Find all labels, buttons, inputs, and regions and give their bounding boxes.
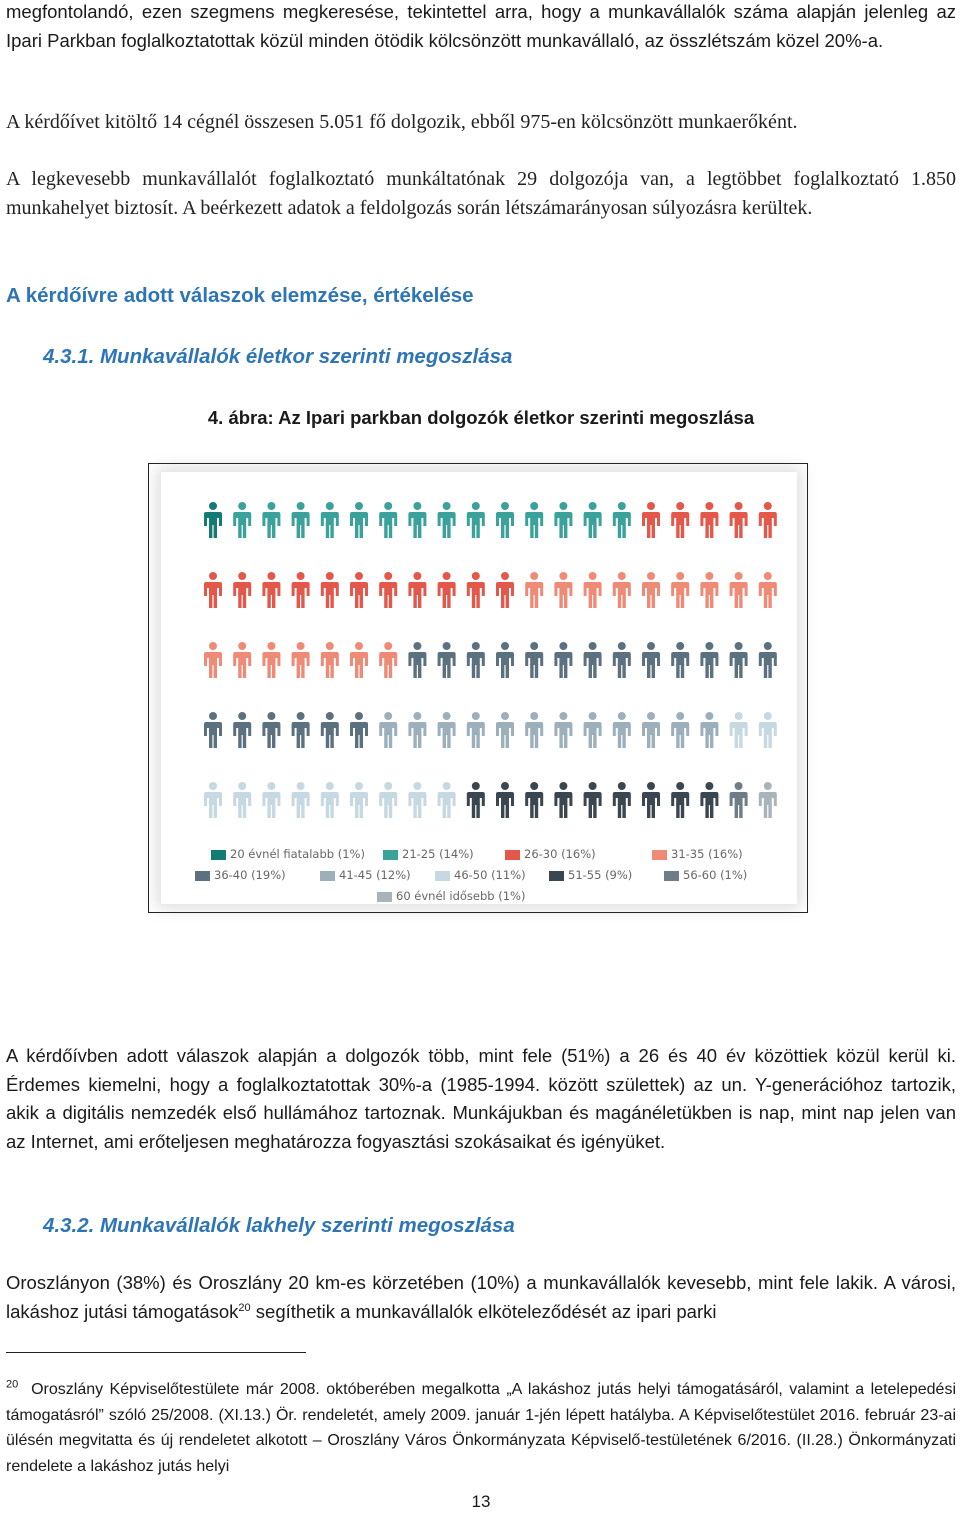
legend-item <box>377 882 525 911</box>
person-icon <box>204 712 222 748</box>
person-icon <box>642 572 660 608</box>
person-icon <box>262 572 280 608</box>
employer-text: A legkevesebb munkavállalót foglalkoztató munkáltatónak 29 dolgozója van, a legtöbbet foglalkoztató 1.850 munkahelyet biztosít. A beérkezett adatok a feldolgozás során létszámarányosan súlyozásra kerültek. <box>6 168 956 219</box>
person-icon <box>233 712 251 748</box>
person-icon <box>204 572 222 608</box>
footnote-number: 20 <box>6 1378 19 1391</box>
person-icon <box>671 572 689 608</box>
person-icon <box>700 572 718 608</box>
person-icon <box>642 712 660 748</box>
person-icon <box>467 642 485 678</box>
person-icon <box>671 712 689 748</box>
person-icon <box>467 712 485 748</box>
legend-label: 20 évnél fiatalabb (1%) <box>230 847 365 861</box>
legend-item <box>664 861 747 890</box>
legend-swatch <box>320 871 335 881</box>
person-icon <box>379 782 397 818</box>
person-icon <box>379 712 397 748</box>
person-icon <box>379 642 397 678</box>
person-icon <box>700 712 718 748</box>
person-icon <box>554 572 572 608</box>
person-icon <box>438 782 456 818</box>
legend-swatch <box>505 850 520 860</box>
analysis-paragraph: A kérdőívben adott válaszok alapján a dolgozók több, mint fele (51%) a 26 és 40 év közöttiek közül kerül ki. Érdemes kiemelni, hogy a foglalkoztatottak 30%-a (1985-1994. között születtek) az un. Y-generációhoz tartozik, akik a digitális nemzedék első hullámához tartoznak. Munkájukban és magánéletükben is nap, mint nap jelen van az Internet, ami erőteljesen meghatározza fogyasztási szokásaikat és igényüket. <box>6 1045 956 1152</box>
person-icon <box>759 782 777 818</box>
survey-paragraph: A kérdőívet kitöltő 14 cégnél összesen 5.051 fő dolgozik, ebből 975-en kölcsönzött munkaerőként. <box>6 111 798 133</box>
person-icon <box>321 502 339 538</box>
person-icon <box>554 782 572 818</box>
person-icon <box>438 712 456 748</box>
person-icon <box>759 502 777 538</box>
person-icon <box>525 572 543 608</box>
legend-swatch <box>195 871 210 881</box>
legend-swatch <box>549 871 564 881</box>
person-icon <box>496 502 514 538</box>
person-icon <box>262 642 280 678</box>
footnote-separator <box>6 1352 306 1353</box>
person-icon <box>525 502 543 538</box>
person-icon <box>613 572 631 608</box>
person-icon <box>408 712 426 748</box>
legend-label: 56-60 (1%) <box>683 868 748 882</box>
person-icon <box>671 782 689 818</box>
employer-paragraph <box>6 165 956 222</box>
person-icon <box>525 642 543 678</box>
person-icon <box>350 712 368 748</box>
person-icon <box>262 502 280 538</box>
person-icon <box>554 712 572 748</box>
person-icon <box>496 642 514 678</box>
person-icon <box>642 642 660 678</box>
person-icon <box>408 782 426 818</box>
person-icon <box>350 642 368 678</box>
legend-label: 60 évnél idősebb (1%) <box>396 889 526 903</box>
person-icon <box>321 782 339 818</box>
person-icon <box>379 502 397 538</box>
age-distribution-figure <box>148 463 808 913</box>
person-icon <box>613 502 631 538</box>
footnote <box>6 1377 956 1479</box>
residence-text-1: Oroszlányon (38%) és Oroszlány 20 km-es körzetében (10%) a munkavállalók kevesebb, mint fele lakik. <box>6 1272 879 1293</box>
person-icon <box>613 642 631 678</box>
legend-label: 21-25 (14%) <box>402 847 474 861</box>
person-icon <box>408 502 426 538</box>
person-icon <box>262 712 280 748</box>
person-icon <box>730 712 748 748</box>
person-icon <box>730 642 748 678</box>
person-icon <box>350 572 368 608</box>
person-icon <box>292 782 310 818</box>
person-icon <box>262 782 280 818</box>
person-icon <box>496 572 514 608</box>
person-icon <box>292 642 310 678</box>
figure-canvas <box>161 472 797 904</box>
footnote-text: Oroszlány Képviselőtestülete már 2008. októberében megalkotta „A lakáshoz jutás helyi támogatásáról, valamint a letelepedési támogatásról” szóló 25/2008. (XI.13.) Ör. rendeletét, amely 2009. január 1-jén lépett hatályba. A Képviselőtestület 2016. február 23-ai ülésén megvitatta és új rendeletet alkotott – Oroszlány Város Önkormányzata Képviselő-testületének 6/2016. (II.28.) Önkormányzati rendelete a lakáshoz jutás helyi <box>6 1381 957 1475</box>
person-icon <box>233 502 251 538</box>
person-icon <box>759 642 777 678</box>
person-icon <box>438 572 456 608</box>
person-icon <box>584 642 602 678</box>
figure-caption: 4. ábra: Az Ipari parkban dolgozók életkor szerinti megoszlása <box>207 406 755 428</box>
legend-swatch <box>377 892 392 902</box>
person-icon <box>525 782 543 818</box>
person-icon <box>671 502 689 538</box>
legend-item <box>549 861 632 890</box>
page-number: 13 <box>471 1492 491 1511</box>
person-icon <box>730 502 748 538</box>
person-icon <box>350 502 368 538</box>
person-icon <box>584 782 602 818</box>
pictogram-chart <box>161 472 797 832</box>
person-icon <box>408 642 426 678</box>
person-icon <box>467 782 485 818</box>
legend-label: 51-55 (9%) <box>568 868 633 882</box>
intro-paragraph: megfontolandó, ezen szegmens megkeresése, tekintettel arra, hogy a munkavállalók száma alapján jelenleg az Ipari Parkban foglalkoztatottak közül minden ötödik kölcsönzött munkavállaló, az összlétszám közel 20%-a. <box>6 1 956 51</box>
person-icon <box>554 502 572 538</box>
person-icon <box>700 642 718 678</box>
person-icon <box>204 502 222 538</box>
person-icon <box>292 502 310 538</box>
person-icon <box>379 572 397 608</box>
person-icon <box>204 782 222 818</box>
person-icon <box>759 712 777 748</box>
person-icon <box>613 782 631 818</box>
residence-text-3: segíthetik a munkavállalók elköteleződését az ipari parki <box>250 1300 717 1322</box>
person-icon <box>496 712 514 748</box>
person-icon <box>584 502 602 538</box>
person-icon <box>584 712 602 748</box>
legend-swatch <box>664 871 679 881</box>
person-icon <box>321 572 339 608</box>
person-icon <box>467 502 485 538</box>
person-icon <box>233 782 251 818</box>
legend-item <box>195 861 286 890</box>
person-icon <box>759 572 777 608</box>
legend-label: 41-45 (12%) <box>339 868 411 882</box>
person-icon <box>321 712 339 748</box>
legend-swatch <box>383 850 398 860</box>
section-heading: A kérdőívre adott válaszok elemzése, értékelése <box>6 284 474 307</box>
legend-swatch <box>435 871 450 881</box>
legend-label: 31-35 (16%) <box>671 847 743 861</box>
person-icon <box>408 572 426 608</box>
legend-label: 46-50 (11%) <box>454 868 526 882</box>
person-icon <box>642 782 660 818</box>
person-icon <box>438 502 456 538</box>
legend-swatch <box>652 850 667 860</box>
person-icon <box>321 642 339 678</box>
person-icon <box>554 642 572 678</box>
person-icon <box>467 572 485 608</box>
footnote-reference[interactable]: 20 <box>238 1301 251 1314</box>
person-icon <box>584 572 602 608</box>
residence-text-2: A városi, lakáshoz jutási támogatások <box>6 1272 956 1322</box>
person-icon <box>496 782 514 818</box>
person-icon <box>671 642 689 678</box>
person-icon <box>613 712 631 748</box>
person-icon <box>292 712 310 748</box>
subsection-heading-2: 4.3.2. Munkavállalók lakhely szerinti megoszlása <box>43 1214 515 1237</box>
residence-paragraph <box>6 1269 956 1326</box>
person-icon <box>525 712 543 748</box>
person-icon <box>700 502 718 538</box>
person-icon <box>642 502 660 538</box>
person-icon <box>204 642 222 678</box>
person-icon <box>730 572 748 608</box>
person-icon <box>700 782 718 818</box>
person-icon <box>438 642 456 678</box>
legend-label: 36-40 (19%) <box>214 868 286 882</box>
person-icon <box>730 782 748 818</box>
person-icon <box>233 642 251 678</box>
person-icon <box>233 572 251 608</box>
legend-label: 26-30 (16%) <box>524 847 596 861</box>
subsection-heading-1: 4.3.1. Munkavállalók életkor szerinti megoszlása <box>43 345 513 368</box>
legend-swatch <box>211 850 226 860</box>
person-icon <box>350 782 368 818</box>
person-icon <box>292 572 310 608</box>
